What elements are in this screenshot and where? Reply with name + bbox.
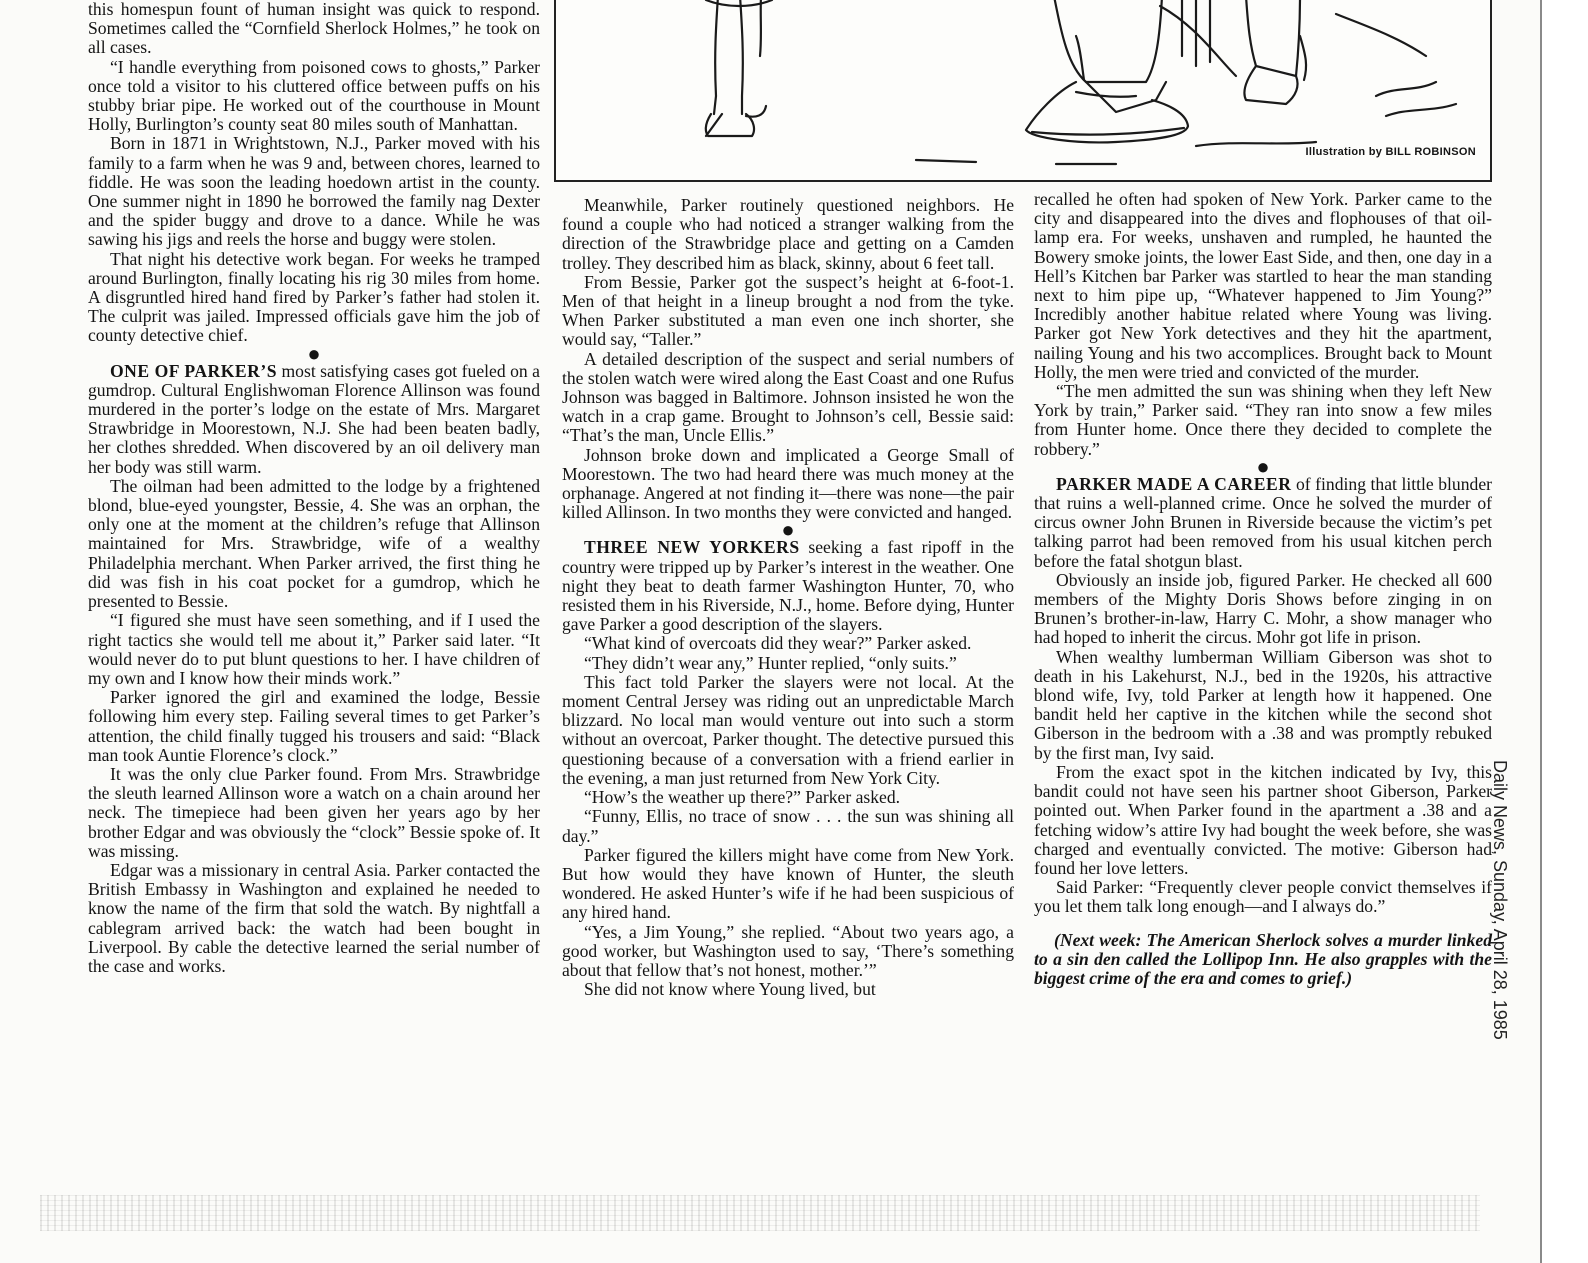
paragraph: That night his detective work began. For weeks he tramped around Burlington, finally locating his rig 30 miles from home. A disgruntled hired hand fired by Parker’s father had stolen it. The culprit was jailed. Impressed officials gave him the job of county detective chief. [88, 248, 540, 346]
paragraph: Johnson broke down and implicated a George Small of Moorestown. The two had heard there was much money at the orphanage. Angered at not finding it—there was none—the pair killed Allinson. In two months they were convicted and hanged. [562, 444, 1014, 523]
illustration-panel [554, 0, 1492, 182]
paragraph: Parker figured the killers might have come from New York. But how would they have known of Hunter, the sleuth wondered. He asked Hunter’s wife if he had been suspicious of any hired hand. [562, 844, 1014, 923]
paragraph: Meanwhile, Parker routinely questioned neighbors. He found a couple who had noticed a stranger walking from the direction of the Strawbridge place and getting on a Camden trolley. They described him as black, skinny, about 6 feet tall. [562, 195, 1014, 273]
paragraph: A detailed description of the suspect and serial numbers of the stolen watch were wired along the East Coast and one Rufus Johnson was bagged in Baltimore. Johnson insisted he won the watch in a crap game. Brought to Johnson’s cell, Bessie said: “That’s the man, Uncle Ellis.” [562, 348, 1014, 446]
paragraph: When wealthy lumberman William Giberson was shot to death in his Lakehurst, N.J., bed in the 1920s, his attractive blond wife, Ivy, told Parker at length how it happened. One bandit held her captive in the kitchen while the second shot Giberson in the bedroom with a .38 and was promptly rebuked by the first man, Ivy said. [1034, 646, 1492, 763]
column-3 [1034, 190, 1492, 988]
paragraph: From the exact spot in the kitchen indicated by Ivy, this bandit could not have seen his partner shoot Giberson, Parker pointed out. When Parker found in the apartment a .38 and a fetching widow’s attire Ivy had bought the week before, she was charged and eventually convicted. The motive: Giberson had found her love letters. [1034, 761, 1492, 878]
paragraph: She did not know where Young lived, but [584, 979, 876, 1000]
side-dateline: Daily News, Sunday, April 28, 1985 [1490, 760, 1510, 1040]
section-bullet: ● [307, 340, 321, 366]
paragraph: The oilman had been admitted to the lodge by a frightened blond, blue-eyed youngster, Bessie, 4. She was an orphan, the only one at the moment at the children’s refuge that Allinson maintained for Mrs. Strawbridge, wife of a wealthy Philadelphia merchant. When Parker arrived, the first thing he did was fish in his coat pocket for a gumdrop, which he presented to Bessie. [88, 475, 540, 612]
paragraph-text: most satisfying cases got fueled on a gumdrop. Cultural Englishwoman Florence Allinson was found murdered in the porter’s lodge on the estate of Mrs. Margaret Strawbridge in Moorestown, N.J. She had been beaten badly, her clothes shredded. When discovered by an oil delivery man her body was still warm. [88, 360, 540, 477]
photocopy-smudge [40, 1195, 1480, 1231]
next-week-teaser: (Next week: The American Sherlock solves a murder linked to a sin den called the Lollipop Inn. He also grapples with the biggest crime of the era and comes to grief.) [1034, 929, 1492, 988]
paragraph: This fact told Parker the slayers were not local. At the moment Central Jersey was riding out an unpredictable March blizzard. No local man would venture out into such a storm without an overcoat, Parker thought. The detective pursued this questioning because of a conversation with a friend earlier in the evening, a man just returned from New York City. [562, 671, 1014, 788]
paragraph: From Bessie, Parker got the suspect’s height at 6-foot-1. Men of that height in a lineup brought a nod from the tyke. When Parker substituted a man even one inch shorter, she would say, “Taller.” [562, 271, 1014, 350]
paragraph: “I figured she must have seen something, and if I used the right tactics she would tell me about it,” Parker said later. “It would never do to put blunt questions to her. I have children of my own and I know how their minds work.” [88, 610, 540, 688]
paragraph: Parker ignored the girl and examined the lodge, Bessie following him every step. Failing several times to get Parker’s attention, the child finally tugged his trousers and said: “Black man took Auntie Florence’s clock.” [88, 687, 540, 765]
paragraph: “Funny, Ellis, no trace of snow . . . the sun was shining all day.” [562, 806, 1014, 846]
paragraph: Said Parker: “Frequently clever people convict themselves if you let them talk long enough—and I always do.” [1034, 877, 1492, 917]
paragraph: recalled he often had spoken of New York. Parker came to the city and disappeared into the dives and flophouses of that oil-lamp era. For weeks, unshaven and rumpled, he haunted the Bowery smoke joints, the lower East Side, and then, one day in a Hell’s Kitchen bar Parker was startled to hear the man standing next to him pipe up, “Whatever happened to Jim Young?” Incredibly another habitue related where Young was living. Parker got New York detectives and they hit the apartment, nailing Young and his two accomplices. Brought back to Mount Holly, the men were tried and convicted of the murder. [1034, 189, 1492, 382]
paragraph: “I handle everything from poisoned cows to ghosts,” Parker once told a visitor to his cluttered office between puffs on his stubby briar pipe. He worked out of the courthouse in Mount Holly, Burlington’s county seat 80 miles south of Manhattan. [88, 56, 540, 135]
section-lead: THREE NEW YORKERS [584, 537, 800, 558]
paragraph: Obviously an inside job, figured Parker. He checked all 600 members of the Mighty Doris Shows before zinging in on Brunen’s brother-in-law, Harry C. Mohr, a show manager who had hoped to inherit the circus. Mohr got life in prison. [1034, 569, 1492, 648]
paragraph [88, 362, 540, 477]
paragraph: “The men admitted the sun was shining when they left New York by train,” Parker said. “They ran into snow a few miles from Hunter home. Once there they decided to complete the robbery.” [1034, 381, 1492, 459]
paragraph: this homespun fount of human insight was quick to respond. Sometimes called the “Cornfield Sherlock Holmes,” he took on all cases. [88, 0, 540, 58]
column-2 [562, 196, 1014, 999]
paragraph [1034, 475, 1492, 571]
paragraph: “How’s the weather up there?” Parker asked. [584, 787, 901, 808]
illustration-credit: Illustration by BILL ROBINSON [1305, 146, 1476, 158]
paragraph: “Yes, a Jim Young,” she replied. “About two years ago, a good worker, but Washington used to say, ‘There’s something about that fellow that’s not honest, mother.’” [562, 921, 1014, 980]
paragraph: Edgar was a missionary in central Asia. Parker contacted the British Embassy in Washington and explained he needed to know the name of the firm that sold the watch. By nightfall a cablegram arrived back: the watch had been bought in Liverpool. By cable the detective learned the serial number of the case and works. [88, 859, 540, 976]
paragraph-text: seeking a fast ripoff in the country were tripped up by Parker’s interest in the weather. One night they beat to death farmer Washington Hunter, 70, who resisted them in his Riverside, N.J., home. Before dying, Hunter gave Parker a good description of the slayers. [562, 537, 1014, 635]
section-lead: PARKER MADE A CAREER [1056, 473, 1292, 494]
paragraph: “What kind of overcoats did they wear?” Parker asked. [584, 633, 972, 654]
paragraph-text: of finding that little blunder that ruins a well-planned crime. Once he solved the murder of circus owner John Brunen in Riverside because the victim’s pet talking parrot had been removed from his usual kitchen perch before the fatal shotgun blast. [1034, 473, 1492, 571]
section-bullet: ● [781, 517, 795, 543]
paragraph: It was the only clue Parker found. From Mrs. Strawbridge the sleuth learned Allinson wore a watch on a chain around her neck. The timepiece had been given her years ago by her brother Edgar and was obviously the “clock” Bessie spoke of. It was missing. [88, 763, 540, 861]
clipping-edge [1540, 0, 1588, 1263]
section-lead: ONE OF PARKER’S [110, 360, 277, 381]
section-bullet: ● [1256, 453, 1270, 479]
paragraph: “They didn’t wear any,” Hunter replied, “only suits.” [584, 652, 957, 673]
paragraph: Born in 1871 in Wrightstown, N.J., Parker moved with his family to a farm when he was 9 and, between chores, learned to fiddle. He was soon the leading hoedown artist in the county. One summer night in 1890 he borrowed the family nag Dexter and the spider buggy and drove to a dance. While he was sawing his jigs and reels the horse and buggy were stolen. [88, 133, 540, 250]
paragraph [562, 538, 1014, 634]
column-1 [88, 0, 540, 976]
